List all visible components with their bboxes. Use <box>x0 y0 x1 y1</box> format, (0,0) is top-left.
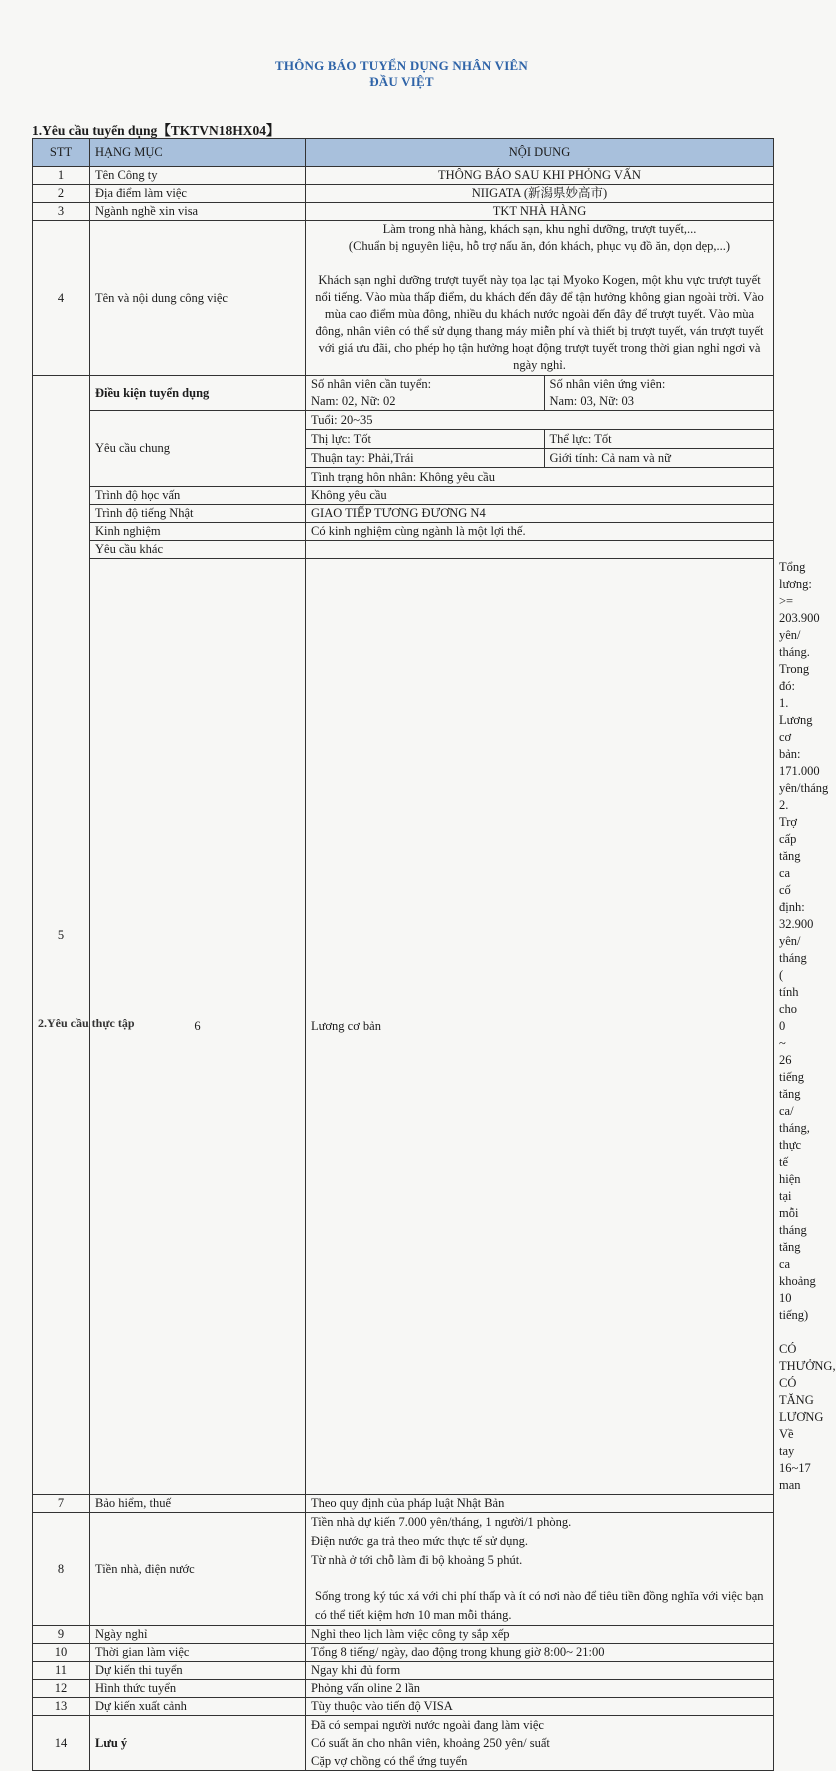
note-couples: Cặp vợ chồng có thể ứng tuyển <box>311 1754 468 1768</box>
recruitment-table <box>32 138 836 1771</box>
row-item: Tên và nội dung công việc <box>90 221 306 376</box>
can-tuyen-value: Nam: 02, Nữ: 02 <box>311 394 396 408</box>
row-item: Lưu ý <box>90 1716 306 1771</box>
row-number: 13 <box>33 1698 90 1716</box>
table-row <box>33 1626 774 1644</box>
housing-distance: Từ nhà ở tới chỗ làm đi bộ khoảng 5 phút. <box>311 1553 523 1567</box>
table-row <box>33 505 774 523</box>
row-content: Ngay khi đủ form <box>306 1662 774 1680</box>
table-row <box>33 1680 774 1698</box>
row-number: 4 <box>33 221 90 376</box>
housing-rent: Tiền nhà dự kiến 7.000 yên/tháng, 1 người/1 phòng. <box>311 1515 572 1529</box>
row-content: Theo quy định của pháp luật Nhật Bản <box>306 1495 774 1513</box>
table-row <box>33 376 774 411</box>
table-row <box>33 167 774 185</box>
gioi-tinh: Giới tính: Cả nam và nữ <box>544 449 773 468</box>
table-row <box>33 1716 774 1771</box>
housing-note: Sống trong ký túc xá với chi phí thấp và ít có nơi nào để tiêu tiền đồng nghĩa với việc bạn có thể tiết kiệm hơn 10 man mỗi tháng. <box>315 1589 764 1622</box>
can-tuyen-label: Số nhân viên cần tuyển: <box>311 377 432 391</box>
table-row <box>33 1513 774 1626</box>
row-number: 6 <box>90 559 306 1495</box>
housing-utilities: Điện nước ga trả theo mức thực tế sử dụng. <box>311 1534 528 1548</box>
document-title <box>0 58 803 90</box>
row-item-kinh-nghiem: Kinh nghiệm <box>90 523 306 541</box>
kinh-nghiem-value: Có kinh nghiệm cùng ngành là một lợi thế. <box>306 523 774 541</box>
row-item: Bảo hiểm, thuế <box>90 1495 306 1513</box>
hoc-van-value: Không yêu cầu <box>306 487 774 505</box>
table-row <box>33 221 774 376</box>
headcount-cell <box>306 376 774 411</box>
row-item: Tiền nhà, điện nước <box>90 1513 306 1626</box>
row-number: 3 <box>33 203 90 221</box>
row-content: TKT NHÀ HÀNG <box>306 203 774 221</box>
next-section-heading: 2.Yêu cầu thực tập <box>38 1016 135 1030</box>
row-content: Nghỉ theo lịch làm việc công ty sắp xếp <box>306 1626 774 1644</box>
table-row <box>33 411 774 487</box>
row-number: 8 <box>33 1513 90 1626</box>
table-row <box>33 1698 774 1716</box>
hon-nhan: Tình trạng hôn nhân: Không yêu cầu <box>306 468 773 487</box>
row-item: Ngành nghề xin visa <box>90 203 306 221</box>
row-number: 11 <box>33 1662 90 1680</box>
tuoi: Tuổi: 20~35 <box>311 412 373 427</box>
row-content <box>306 1716 774 1771</box>
row-item-hoc-van: Trình độ học vấn <box>90 487 306 505</box>
table-row <box>33 541 774 559</box>
table-header-row <box>33 139 774 167</box>
row-content: Phỏng vấn oline 2 lần <box>306 1680 774 1698</box>
row-item: Ngày nghỉ <box>90 1626 306 1644</box>
row-item: Tên Công ty <box>90 167 306 185</box>
row-item: Dự kiến thi tuyển <box>90 1662 306 1680</box>
row-number: 5 <box>33 376 90 1495</box>
ung-vien-value: Nam: 03, Nữ: 03 <box>549 394 635 408</box>
row-item-yeu-cau-khac: Yêu cầu khác <box>90 541 306 559</box>
row-item: Thời gian làm việc <box>90 1644 306 1662</box>
row-item-tieng-nhat: Trình độ tiếng Nhật <box>90 505 306 523</box>
row-number: 12 <box>33 1680 90 1698</box>
general-requirements-cell <box>306 411 774 487</box>
row-item: Dự kiến xuất cảnh <box>90 1698 306 1716</box>
table-row <box>33 1495 774 1513</box>
row-content <box>306 221 774 376</box>
row-number: 14 <box>33 1716 90 1771</box>
header-noi-dung: NỘI DUNG <box>306 139 774 167</box>
row-content: THÔNG BÁO SAU KHI PHỎNG VẤN <box>306 167 774 185</box>
row-item: Địa điểm làm việc <box>90 185 306 203</box>
header-stt: STT <box>33 139 90 167</box>
row-number: 10 <box>33 1644 90 1662</box>
row-content: Tùy thuộc vào tiến độ VISA <box>306 1698 774 1716</box>
header-hang-muc: HẠNG MỤC <box>90 139 306 167</box>
thuan-tay: Thuận tay: Phải,Trái <box>306 449 544 468</box>
job-desc-paragraph: Khách sạn nghỉ dưỡng trượt tuyết này tọa lạc tại Myoko Kogen, một khu vực trượt tuyết nổi tiếng. Vào mùa thấp điểm, du khách đến đây để tận hưởng không gian ngoài trời. Vào mùa cao điểm mùa đông, nhiều du khách nước ngoài đến đây để trượt tuyết. Vào mùa đông, nhân viên có thể sử dụng thang máy miễn phí và thiết bị trượt tuyết, ván trượt tuyết với giá ưu đãi, cho phép họ tận hưởng hoạt động trượt tuyết trong thời gian nghỉ ngơi và ngày nghỉ. <box>315 273 764 372</box>
table-row: 6 Lương cơ bản Tổng lương: >= 203.900 yên/ tháng. Trong đó: 1. Lương cơ bản: 171.000 yên/tháng 2. Trợ cấp tăng ca cố định: 32.900 yên/ tháng ( tính cho 0 ~ 26 tiếng tăng ca/ tháng, thực tế hiện tại mỗi tháng tăng ca khoảng 10 tiếng) CÓ THƯỞNG, CÓ TĂNG LƯƠNG Về tay 16~17 man <box>33 559 774 1495</box>
table-row <box>33 203 774 221</box>
row-number: 2 <box>33 185 90 203</box>
tieng-nhat-value: GIAO TIẾP TƯƠNG ĐƯƠNG N4 <box>306 505 774 523</box>
yeu-cau-khac-value <box>306 541 774 559</box>
ung-vien-label: Số nhân viên ứng viên: <box>549 377 666 391</box>
title-line-1: THÔNG BÁO TUYỂN DỤNG NHÂN VIÊN <box>275 58 528 73</box>
table-row <box>33 185 774 203</box>
job-desc-line-2: (Chuẩn bị nguyên liệu, hỗ trợ nấu ăn, đón khách, phục vụ đồ ăn, dọn dẹp,...) <box>348 239 731 253</box>
section-heading: 1.Yêu cầu tuyển dụng【TKTVN18HX04】 <box>32 123 280 138</box>
row-content: Tổng 8 tiếng/ ngày, dao động trong khung giờ 8:00~ 21:00 <box>306 1644 774 1662</box>
row-content <box>306 1513 774 1626</box>
note-sempai: Đã có sempai người nước ngoài đang làm việc <box>311 1718 544 1732</box>
job-desc-line-1: Làm trong nhà hàng, khách sạn, khu nghỉ dưỡng, trượt tuyết,... <box>382 222 697 236</box>
row-item-dieu-kien: Điều kiện tuyển dụng <box>90 376 306 411</box>
table-row <box>33 523 774 541</box>
row-content: NIIGATA (新潟県妙高市) <box>306 185 774 203</box>
the-luc: Thể lực: Tốt <box>544 430 773 449</box>
title-line-2: ĐẦU VIỆT <box>369 74 434 89</box>
table-row <box>33 1662 774 1680</box>
table-row <box>33 487 774 505</box>
row-item: Lương cơ bản <box>306 559 774 1495</box>
row-item: Hình thức tuyển <box>90 1680 306 1698</box>
row-number: 1 <box>33 167 90 185</box>
table-row <box>33 1644 774 1662</box>
row-number: 9 <box>33 1626 90 1644</box>
row-number: 7 <box>33 1495 90 1513</box>
row-item-yeu-cau-chung: Yêu cầu chung <box>90 411 306 487</box>
thi-luc: Thị lực: Tốt <box>306 430 544 449</box>
note-meals: Có suất ăn cho nhân viên, khoảng 250 yên/ suất <box>311 1736 550 1750</box>
